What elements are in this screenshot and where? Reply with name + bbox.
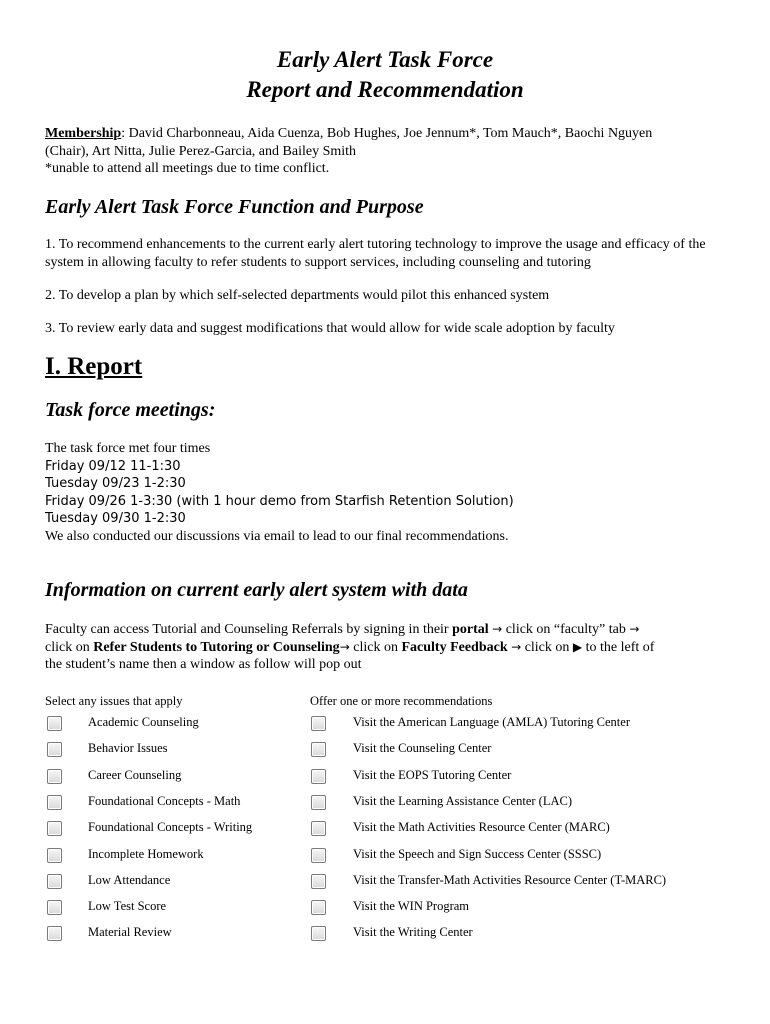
recommendation-checkbox[interactable] — [311, 769, 326, 784]
arrow-right-icon: → — [339, 639, 350, 654]
function-heading: Early Alert Task Force Function and Purpose — [45, 196, 424, 218]
membership-line1: : David Charbonneau, Aida Cuenza, Bob Hughes, Joe Jennum*, Tom Mauch*, Baochi Nguyen — [121, 126, 653, 141]
recommendation-label: Visit the Math Activities Resource Center (MARC) — [353, 820, 610, 835]
issue-checkbox[interactable] — [47, 848, 62, 863]
purpose-2: 2. To develop a plan by which self-selected departments would pilot this enhanced system — [45, 288, 550, 303]
issue-label: Incomplete Homework — [88, 846, 204, 861]
recommendation-checkbox[interactable] — [311, 874, 326, 889]
arrow-right-icon: → — [629, 622, 640, 636]
issues-header: Select any issues that apply — [45, 694, 183, 708]
purpose-1: 1. To recommend enhancements to the current early alert tutoring technology to improve the usage and efficacy of the system in allowing faculty to refer students to support services, including counseling and tutoring — [45, 237, 706, 270]
recommendation-label: Visit the Learning Assistance Center (LAC) — [353, 793, 572, 808]
issue-label: Foundational Concepts - Math — [88, 793, 241, 808]
info-text: click on — [349, 639, 402, 655]
meeting-item: Tuesday 09/23 1-2:30 — [45, 476, 186, 491]
faculty-feedback-term: Faculty Feedback — [401, 639, 508, 655]
issue-checkbox[interactable] — [47, 874, 62, 889]
recommendation-checkbox[interactable] — [311, 821, 326, 836]
recommendation-label: Visit the Transfer-Math Activities Resource Center (T-MARC) — [353, 872, 667, 887]
issue-label: Career Counseling — [88, 767, 182, 782]
refer-students-term: Refer Students to Tutoring or Counseling — [93, 639, 340, 655]
info-text: click on — [521, 639, 573, 655]
info-text: Faculty can access Tutorial and Counseling Referrals by signing in their — [45, 622, 453, 637]
issue-checkbox[interactable] — [47, 716, 62, 731]
membership-note: *unable to attend all meetings due to time conflict. — [45, 161, 330, 176]
issue-checkbox[interactable] — [47, 795, 62, 810]
arrow-right-icon: → — [492, 622, 503, 636]
recommendation-label: Visit the Speech and Sign Success Center (SSSC) — [353, 846, 602, 861]
recommendation-checkbox[interactable] — [311, 742, 326, 757]
meetings-outro: We also conducted our discussions via email to lead to our final recommendations. — [45, 528, 509, 544]
issue-label: Behavior Issues — [88, 741, 168, 756]
info-text: the student’s name then a window as follow will pop out — [45, 657, 362, 672]
recommendation-label: Visit the Writing Center — [353, 925, 473, 940]
membership-line2: (Chair), Art Nitta, Julie Perez-Garcia, and Bailey Smith — [45, 143, 357, 159]
issue-checkbox[interactable] — [47, 821, 62, 836]
issue-checkbox[interactable] — [47, 900, 62, 915]
info-text: click on — [45, 639, 94, 655]
meeting-item: Tuesday 09/30 1-2:30 — [45, 511, 186, 526]
recommendation-checkbox[interactable] — [311, 926, 326, 941]
info-text: click on “faculty” tab — [502, 622, 630, 637]
info-paragraph — [45, 621, 735, 674]
recommendation-checkbox[interactable] — [311, 716, 326, 731]
info-heading: Information on current early alert system with data — [45, 579, 468, 601]
play-icon: ▶ — [572, 639, 583, 654]
issue-label: Material Review — [88, 925, 172, 940]
document-title: Early Alert Task Force — [276, 47, 494, 72]
issue-checkbox[interactable] — [47, 769, 62, 784]
recommendation-checkbox[interactable] — [311, 848, 326, 863]
recommendation-checkbox[interactable] — [311, 795, 326, 810]
meetings-heading: Task force meetings: — [45, 399, 216, 421]
recommendation-checkbox[interactable] — [311, 900, 326, 915]
arrow-right-icon: → — [511, 639, 522, 654]
issue-label: Low Attendance — [88, 872, 171, 887]
report-heading: I. Report — [45, 353, 143, 380]
recommendation-label: Visit the WIN Program — [353, 899, 470, 914]
recommendation-label: Visit the EOPS Tutoring Center — [353, 767, 512, 782]
membership-paragraph — [45, 125, 735, 178]
purpose-3: 3. To review early data and suggest modifications that would allow for wide scale adoption by faculty — [45, 321, 615, 336]
recommendations-header: Offer one or more recommendations — [310, 694, 493, 708]
issue-checkbox[interactable] — [47, 926, 62, 941]
meeting-item: Friday 09/12 11-1:30 — [45, 458, 181, 474]
recommendation-label: Visit the American Language (AMLA) Tutoring Center — [353, 715, 630, 729]
portal-term: portal — [452, 622, 489, 637]
recommendation-label: Visit the Counseling Center — [353, 741, 492, 756]
meetings-block — [45, 440, 735, 545]
meetings-intro: The task force met four times — [45, 441, 211, 456]
issue-checkbox[interactable] — [47, 742, 62, 757]
info-text: to the left of — [582, 639, 655, 655]
issue-label: Academic Counseling — [88, 715, 199, 729]
membership-label: Membership — [45, 126, 122, 141]
issue-label: Foundational Concepts - Writing — [88, 820, 253, 835]
meeting-item: Friday 09/26 1-3:30 (with 1 hour demo from Starfish Retention Solution) — [45, 493, 514, 509]
issue-label: Low Test Score — [88, 899, 167, 914]
document-subtitle: Report and Recommendation — [246, 77, 524, 102]
